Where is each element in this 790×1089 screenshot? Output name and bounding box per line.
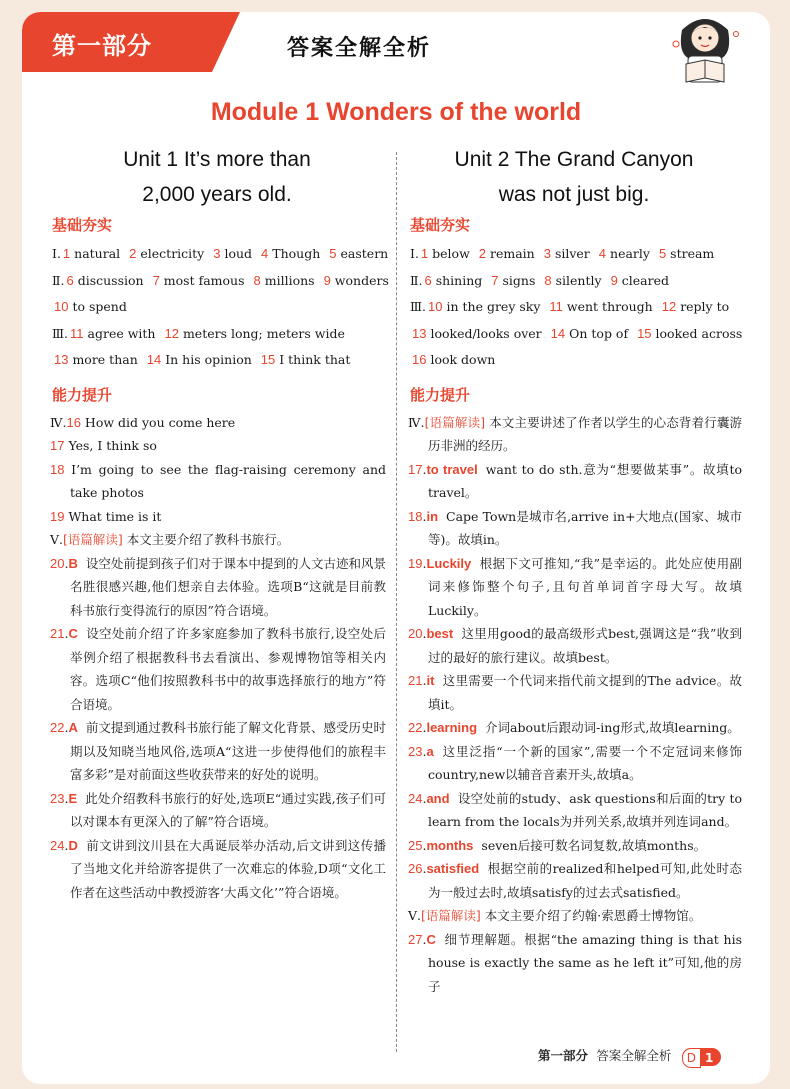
footer-title: 答案全解全析	[596, 1048, 672, 1063]
answer-item	[410, 347, 495, 374]
answer-value: to travel	[426, 461, 478, 477]
answer-text: look down	[430, 352, 496, 368]
question-number: 2	[129, 246, 137, 261]
answer-text: In his opinion	[165, 352, 252, 368]
question-number: 1	[62, 246, 71, 261]
header-title: 答案全解全析	[287, 36, 432, 61]
explanation-text: Cape Town是城市名,arrive in+大地点(国家、城市等)。故填in。	[428, 508, 742, 548]
answer-text: natural	[74, 246, 121, 261]
answer-row	[406, 294, 742, 321]
question-number: 26	[408, 861, 423, 877]
explanation-text: 前文提到通过教科书旅行能了解文化背景、感受历史时期以及知晓当地风俗,选项A“这进一步使得他们的旅程丰富多彩”是对前面这些收获带来的好处的说明。	[70, 720, 386, 783]
answer-paragraph: 24.and 设空处前的study、ask questions和后面的try to learn from the locals为并列关系,故填并列连词and。	[408, 790, 742, 830]
answer-item	[657, 241, 714, 268]
answer-paragraph: 24.D 前文讲到汶川县在大禹诞辰举办活动,后文讲到这传播了当地文化并给游客提供了一次难忘的体验,D项“文化工作者在这些活动中教授游客‘大禹文化’”符合语境。	[50, 837, 386, 900]
question-number: 7	[152, 272, 160, 288]
answer-value: it	[426, 673, 435, 689]
answer-text: most famous	[163, 272, 245, 288]
roman-numeral: Ⅰ.	[410, 246, 419, 261]
ability-answers	[48, 411, 386, 905]
answer-text: On top of	[569, 325, 629, 341]
passage-tag: [语篇解读]	[421, 908, 481, 924]
page-number: 1	[705, 1050, 714, 1065]
answer-paragraph: 17.to travel want to do sth.意为“想要做某事”。故填to travel。	[408, 461, 742, 501]
answer-item	[410, 321, 542, 348]
answer-item	[477, 241, 535, 268]
answer-text: agree with	[87, 325, 156, 341]
answer-row	[48, 347, 386, 374]
question-number: 15	[260, 352, 276, 368]
question-number: 19	[408, 555, 423, 571]
answer-item	[489, 268, 535, 295]
edition-letter: D	[682, 1048, 701, 1068]
answer-paragraph	[48, 505, 386, 529]
answer-row	[406, 268, 742, 295]
answer-paragraph: 26.satisfied 根据空前的realized和helped可知,此处时态为一般过去时,故填satisfy的过去式satisfied。	[408, 861, 742, 900]
question-number: 2	[478, 246, 486, 261]
answer-item	[211, 241, 252, 268]
answer-text: eastern	[340, 246, 389, 261]
answer-paragraph	[48, 434, 386, 458]
answer-text: looked across	[655, 325, 743, 341]
question-number: 21	[408, 673, 423, 689]
answer-text: went through	[566, 299, 653, 315]
answer-row	[48, 294, 386, 321]
question-number: 20	[50, 555, 65, 571]
reading-girl-illustration	[662, 12, 748, 86]
unit-title-line: 2,000 years old.	[142, 183, 292, 206]
answer-value: in	[426, 508, 439, 524]
answer-value: E	[68, 790, 78, 806]
answer-item	[660, 294, 729, 321]
answer-paragraph: 25.months seven后接可数名词复数,故填months。	[408, 837, 707, 853]
answer-value: C	[68, 626, 78, 642]
question-number: 18	[50, 461, 65, 477]
answer-row	[48, 321, 386, 348]
question-number: 20	[408, 626, 423, 642]
roman-numeral: Ⅳ.	[50, 414, 67, 430]
answer-paragraph: 23.E 此处介绍教科书旅行的好处,选项E“通过实践,孩子们可以对课本有更深入的了解”符合语境。	[50, 790, 386, 830]
explanation-text: 介词about后跟动词-ing形式,故填learning。	[485, 720, 740, 736]
answer-value: B	[68, 555, 78, 571]
answer-item	[547, 294, 652, 321]
answer-text: I think that	[279, 352, 351, 368]
answer-text: wonders	[334, 272, 389, 288]
question-number: 18	[408, 508, 423, 524]
question-number: 9	[610, 272, 618, 288]
answer-item	[542, 268, 601, 295]
answer-item	[549, 321, 628, 348]
roman-numeral: Ⅲ.	[52, 325, 69, 341]
answer-page	[22, 12, 770, 1084]
question-number: 13	[54, 352, 69, 368]
question-number: 24	[408, 790, 423, 806]
explanation-text: 此处介绍教科书旅行的好处,选项E“通过实践,孩子们可以对课本有更深入的了解”符合语境。	[70, 790, 386, 830]
answer-item	[162, 321, 344, 348]
answer-item	[145, 347, 252, 374]
basic-answers	[406, 241, 742, 374]
question-number: 11	[549, 299, 563, 315]
answer-item	[64, 268, 143, 295]
question-number: 4	[261, 246, 269, 261]
roman-numeral: Ⅲ.	[410, 299, 427, 315]
answer-item	[61, 241, 120, 268]
unit-title-line: Unit 1 It’s more than	[123, 148, 311, 171]
answer-value: Luckily	[426, 555, 472, 571]
question-number: 27	[408, 931, 423, 947]
explanation-text: 细节理解题。根据“the amazing thing is that his house is exactly the same as he left it”可知,他的房子	[428, 931, 742, 994]
question-number: 10	[428, 299, 443, 315]
roman-numeral: Ⅳ.	[408, 414, 425, 430]
roman-numeral: Ⅴ.	[50, 532, 64, 548]
unit-title	[48, 142, 386, 212]
question-number: 25	[408, 837, 423, 853]
question-number: 10	[54, 299, 69, 315]
question-number: 14	[550, 325, 566, 341]
unit-title-line: was not just big.	[498, 183, 650, 206]
answer-paragraph: 21.C 设空处前介绍了许多家庭参加了教科书旅行,设空处后举例介绍了根据教科书去看演出、参观博物馆等相关内容。选项C“他们按照教科书中的故事选择旅行的地方”符合语境。	[50, 626, 386, 712]
answer-paragraph: 21.it 这里需要一个代词来指代前文提到的The advice。故填it。	[408, 673, 742, 712]
answer-paragraph	[406, 904, 742, 928]
answer-item	[422, 268, 482, 295]
question-number: 5	[658, 246, 667, 261]
answer-item	[52, 347, 138, 374]
answer-paragraph	[48, 528, 386, 552]
explanation-text: What time is it	[68, 508, 162, 524]
answer-paragraph: 22.A 前文提到通过教科书旅行能了解文化背景、感受历史时期以及知晓当地风俗,选项A“这进一步使得他们的旅程丰富多彩”是对前面这些收获带来的好处的说明。	[50, 720, 386, 783]
answer-row	[406, 347, 742, 374]
explanation-text: 这里泛指“一个新的国家”,需要一个不定冠词来修饰country,new以辅音音素开头,故填a。	[428, 743, 742, 783]
explanation-text: Yes, I think so	[68, 438, 157, 454]
answer-text: millions	[264, 272, 315, 288]
explanation-text: want to do sth.意为“想要做某事”。故填to travel。	[428, 461, 742, 501]
answer-text: Though	[272, 246, 321, 261]
explanation-text: 根据空前的realized和helped可知,此处时态为一般过去时,故填satisfy的过去式satisfied。	[428, 861, 742, 900]
answer-value: satisfied	[426, 861, 480, 877]
answer-item	[127, 241, 204, 268]
answer-item	[52, 294, 127, 321]
answer-paragraph	[48, 411, 386, 435]
explanation-text: 这里用good的最高级形式best,强调这是“我”收到过的最好的旅行建议。故填best。	[428, 626, 742, 665]
question-number: 21	[50, 626, 65, 642]
question-number: 23	[50, 790, 65, 806]
left-column	[48, 142, 389, 904]
answer-text: discussion	[77, 272, 144, 288]
answer-item	[322, 268, 389, 295]
answer-text: electricity	[140, 246, 205, 261]
answer-item	[151, 268, 245, 295]
section-heading-ability: 能力提升	[52, 385, 113, 404]
explanation-text: seven后接可数名词复数,故填months。	[481, 837, 707, 853]
answer-row	[48, 241, 389, 268]
explanation-text: 本文主要介绍了教科书旅行。	[126, 532, 290, 548]
question-number: 4	[598, 246, 607, 261]
unit-title	[406, 142, 742, 212]
answer-item	[259, 347, 351, 374]
answer-value: C	[426, 931, 436, 947]
question-number: 7	[491, 272, 499, 288]
answer-item	[597, 241, 650, 268]
unit-title-line: Unit 2 The Grand Canyon	[454, 148, 694, 171]
question-number: 16	[66, 414, 81, 430]
roman-numeral: Ⅰ.	[52, 246, 61, 261]
answer-text: cleared	[621, 272, 670, 288]
passage-tag: [语篇解读]	[424, 414, 486, 430]
answer-paragraph: 20.best 这里用good的最高级形式best,强调这是“我”收到过的最好的旅行建议。故填best。	[408, 626, 742, 665]
roman-numeral: Ⅱ.	[52, 272, 65, 288]
question-number: 16	[412, 352, 427, 368]
answer-value: learning	[426, 720, 478, 736]
answer-item	[419, 241, 470, 268]
answer-value: and	[426, 790, 450, 806]
module-title: Module 1 Wonders of the world	[210, 98, 582, 126]
question-number: 1	[420, 246, 429, 261]
section-heading-ability: 能力提升	[410, 385, 471, 404]
answer-item	[542, 241, 590, 268]
ability-answers	[406, 411, 742, 999]
answer-paragraph: 20.B 设空处前提到孩子们对于课本中提到的人文古迹和风景名胜很感兴趣,他们想亲自去体验。选项B“这就是目前教科书旅行变得流行的原因”符合语境。	[50, 555, 386, 618]
explanation-text: 根据下文可推知,“我”是幸运的。此处应使用副词来修饰整个句子,且句首单词首字母大写。故填Luckily。	[428, 555, 742, 618]
question-number: 24	[50, 837, 65, 853]
question-number: 13	[412, 325, 427, 341]
answer-text: nearly	[610, 246, 650, 261]
answer-text: shining	[435, 272, 483, 288]
answer-text: signs	[502, 272, 536, 288]
answer-paragraph: 27.C 细节理解题。根据“the amazing thing is that his house is exactly the same as he left it”可知,他的房子	[408, 931, 742, 994]
answer-row	[406, 321, 742, 348]
answer-item	[259, 241, 320, 268]
question-number: 6	[66, 272, 74, 288]
explanation-text: I’m going to see the flag-raising ceremony and take photos	[70, 461, 386, 501]
answer-text: in the grey sky	[446, 299, 541, 315]
footer-section: 第一部分	[538, 1048, 589, 1063]
column-divider	[396, 152, 397, 1052]
answer-text: remain	[489, 246, 535, 261]
question-number: 23	[408, 743, 423, 759]
explanation-text: 本文主要介绍了约翰·索恩爵士博物馆。	[484, 908, 702, 924]
roman-numeral: Ⅴ.	[408, 908, 422, 924]
answer-value: best	[426, 626, 454, 642]
answer-text: loud	[224, 246, 253, 261]
answer-text: more than	[72, 352, 138, 368]
question-number: 12	[164, 325, 179, 341]
question-number: 11	[70, 325, 84, 341]
question-number: 8	[544, 272, 552, 288]
question-number: 15	[637, 325, 652, 341]
answer-text: silver	[554, 246, 590, 261]
answer-item	[635, 321, 742, 348]
passage-tag: [语篇解读]	[63, 532, 123, 548]
question-number: 12	[661, 299, 677, 315]
answer-text: looked/looks over	[430, 325, 542, 341]
question-number: 17	[408, 461, 423, 477]
explanation-text: 设空处前的study、ask questions和后面的try to learn from the locals为并列关系,故填并列连词and。	[428, 790, 742, 830]
right-column	[406, 142, 742, 998]
answer-item	[252, 268, 315, 295]
question-number: 5	[329, 246, 337, 261]
answer-paragraph: 18.in Cape Town是城市名,arrive in+大地点(国家、城市等)。故填in。	[408, 508, 742, 548]
roman-numeral: Ⅱ.	[410, 272, 423, 288]
answer-row	[406, 241, 742, 268]
question-number: 22	[408, 720, 423, 736]
explanation-text: How did you come here	[84, 414, 236, 430]
answer-item	[426, 294, 540, 321]
answer-text: reply to	[680, 299, 730, 315]
explanation-text: 设空处前提到孩子们对于课本中提到的人文古迹和风景名胜很感兴趣,他们想亲自去体验。选项B“这就是目前教科书旅行变得流行的原因”符合语境。	[70, 555, 386, 618]
question-number: 22	[50, 720, 65, 736]
section-heading-basic: 基础夯实	[410, 216, 471, 234]
answer-value: D	[68, 837, 78, 853]
question-number: 6	[424, 272, 432, 288]
answer-value: a	[426, 743, 434, 759]
answer-paragraph: 23.a 这里泛指“一个新的国家”,需要一个不定冠词来修饰country,new以辅音音素开头,故填a。	[408, 743, 742, 783]
section-heading-basic: 基础夯实	[52, 216, 113, 234]
basic-answers	[48, 241, 389, 374]
question-number: 17	[50, 438, 65, 454]
answer-value: months	[426, 837, 474, 853]
question-number: 3	[543, 246, 551, 261]
question-number: 14	[146, 352, 162, 368]
section-tab	[22, 12, 212, 72]
answer-text: below	[432, 246, 470, 261]
question-number: 19	[50, 508, 65, 524]
answer-text: meters long; meters wide	[182, 325, 345, 341]
question-number: 3	[213, 246, 221, 261]
page-badge	[682, 1048, 722, 1066]
answer-item	[327, 241, 388, 268]
question-number: 8	[253, 272, 261, 288]
answer-text: silently	[555, 272, 602, 288]
explanation-text: 本文主要讲述了作者以学生的心态背着行囊游历非洲的经历。	[428, 414, 742, 454]
answer-item	[609, 268, 669, 295]
answer-paragraph	[48, 458, 386, 505]
answer-text: stream	[670, 246, 715, 261]
answer-paragraph: 19.Luckily 根据下文可推知,“我”是幸运的。此处应使用副词来修饰整个句子,且句首单词首字母大写。故填Luckily。	[408, 555, 742, 618]
page-footer	[538, 1046, 721, 1066]
answer-item	[68, 321, 155, 348]
explanation-text: 前文讲到汶川县在大禹诞辰举办活动,后文讲到这传播了当地文化并给游客提供了一次难忘的体验,D项“文化工作者在这些活动中教授游客‘大禹文化’”符合语境。	[70, 837, 386, 900]
explanation-text: 设空处前介绍了许多家庭参加了教科书旅行,设空处后举例介绍了根据教科书去看演出、参观博物馆等相关内容。选项C“他们按照教科书中的故事选择旅行的地方”符合语境。	[70, 626, 386, 712]
answer-row	[48, 268, 389, 295]
section-tab-label: 第一部分	[52, 32, 152, 60]
explanation-text: 这里需要一个代词来指代前文提到的The advice。故填it。	[428, 673, 742, 712]
answer-paragraph	[406, 411, 742, 458]
question-number: 9	[323, 272, 331, 288]
answer-paragraph: 22.learning 介词about后跟动词-ing形式,故填learning。	[408, 720, 740, 736]
answer-text: to spend	[72, 299, 127, 315]
answer-value: A	[68, 720, 78, 736]
